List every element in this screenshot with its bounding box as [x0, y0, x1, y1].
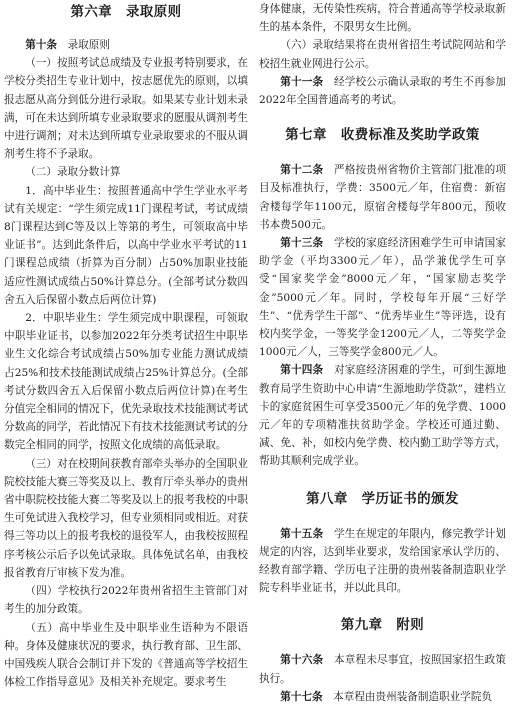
- article-15: [259, 525, 506, 598]
- article-10-title: 录取原则: [67, 39, 110, 51]
- paragraph-language-health: （五）高中毕业生及中职毕业生语种为不限语种。身体及健康状况的要求，执行教育部、卫生部、中国残疾人联合会制订并下发的《普通高等学校招生体检工作指导意见》及相关补充规定。要求考生: [4, 621, 248, 689]
- chapter-7-heading: 第七章 收费标准及奖助学政策: [285, 128, 480, 144]
- article-12-text: 严格按贵州省物价主管部门批准的项目及标准执行，学费：3500元／年，住宿费：新宿舍楼每学年1100元，原宿舍楼每学年800元，预收书本费500元。: [259, 164, 507, 231]
- article-11-text: 经学校公示确认录取的考生不再参加2022年全国普通高考的考试。: [259, 75, 507, 107]
- article-11-label: 第十一条: [280, 75, 324, 88]
- paragraph-exempt-admission: （三）对在校期间获教育部牵头举办的全国职业院校技能大赛三等奖及以上、教育厅牵头举办的贵州省中职院校技能大赛二等奖及以上的报考我校的中职生可免试进入我校学习，但专业须相同或相近。对获得三等功以上的报考我校的退役军人，由我校按照程序考核公示后予以免试录取。具体免试名单，由我校报省教育厅审核下发为准。: [4, 457, 248, 579]
- paragraph-results-publicity: （六）录取结果将在贵州省招生考试院网站和学校招生就业网进行公示。: [259, 39, 506, 70]
- article-15-text: 学生在规定的年限内，修完教学计划规定的内容，达到毕业要求，发给国家承认学历的、经教育部学籍、学历电子注册的贵州装备制造职业学院专科毕业证书，并以此具印。: [259, 527, 507, 595]
- article-12-label: 第十二条: [280, 164, 324, 177]
- paragraph-health-continued: 身体健康，无传染性疾病，符合普通高等学校录取新生的基本条件，不限男女生比例。: [259, 3, 506, 34]
- article-17-text: 本章程由贵州装备制造职业学院负: [333, 690, 493, 703]
- article-11: [259, 73, 506, 109]
- paragraph-bonus-points: （四）学校执行2022年贵州省招生主管部门对考生的加分政策。: [4, 585, 248, 616]
- article-15-label: 第十五条: [280, 527, 324, 540]
- article-16-label: 第十六条: [280, 654, 324, 667]
- paragraph-vocational-graduates: 2．中职毕业生：学生须完成中职课程，可领取中职毕业证书，以参加2022年分类考试招生中职毕业生文化综合考试成绩占50%加专业能力测试成绩占25%和技术技能测试成绩占25%计算总分。(全部考试分数四舍五入后保留小数点后两位计算)在考生分值完全相同的情况下，优先录取技术技能测试考试分数高的同学，若此情况下有技术技能测试考试的分数完全相同的同学，按照文化成绩的高低录取。: [4, 312, 248, 452]
- left-column: [4, 0, 248, 691]
- chapter-8-heading: 第八章 学历证书的颁发: [306, 491, 459, 507]
- chapter-6-heading: 第六章 录取原则: [70, 5, 182, 20]
- article-12: [259, 161, 506, 234]
- article-13: [259, 234, 506, 361]
- article-16: [259, 651, 506, 687]
- article-13-text: 学校的家庭经济困难学生可申请国家助学金（平均3300元／年），品学兼优学生可享受“国家奖学金”8000元／年，“国家励志奖学金”5000元／年。同时，学校每年开展“三好学生”、“优秀学生干部”、“优秀毕业生”等评选，设有校内奖学金，一等奖学金1200元／人，二等奖学金1000元／人，三等奖学金800元／人。: [259, 237, 507, 359]
- article-10-label: 第十条: [25, 39, 57, 51]
- article-17-label: 第十七条: [280, 690, 323, 703]
- chapter-9-heading: 第九章 附则: [340, 618, 425, 634]
- article-14-label: 第十四条: [280, 364, 324, 377]
- article-13-label: 第十三条: [280, 237, 324, 250]
- article-10-heading: [4, 36, 248, 54]
- article-16-text: 本章程未尽事宜，按照国家招生政策执行。: [259, 654, 507, 685]
- article-14: [259, 361, 506, 470]
- article-14-text: 对家庭经济困难的学生，可到生源地教育局学生资助中心申请“生源地助学贷款”，建档立卡的家庭贫困生可享受3500元／年的免学费、1000元／年的专项精准扶贫助学金。学校还可通过勤、减、免、补，如校内免学费、校内勤工助学等方式，帮助其顺利完成学业。: [259, 364, 507, 468]
- paragraph-admission-principle: （一）按照考试总成绩及专业报考特别要求，在学校分类招生专业计划中，按志愿优先的原则，以填报志愿从高分到低分进行录取。如果某专业计划未录满，可在未达到所填专业录取要求的愿服从调剂考生中进行调剂；对未达到所填专业录取要求的不服从调剂考生将不予录取。: [4, 57, 248, 161]
- right-column: [259, 0, 506, 706]
- paragraph-high-school-graduates: 1．高中毕业生：按照普通高中学生学业水平考试有关规定：“学生须完成11门课程考试，考试成绩8门课程达到C等及以上等第的考生，可领取高中毕业证书”。达到此条件后，以高中学业水平考试的11门课程总成绩（折算为百分制）占50%加职业技能适应性测试成绩占50%计算总分。(全部考试分数四舍五入后保留小数点后两位计算): [4, 184, 248, 306]
- paragraph-score-calculation-heading: （二）录取分数计算: [25, 166, 121, 179]
- article-17: [259, 688, 506, 706]
